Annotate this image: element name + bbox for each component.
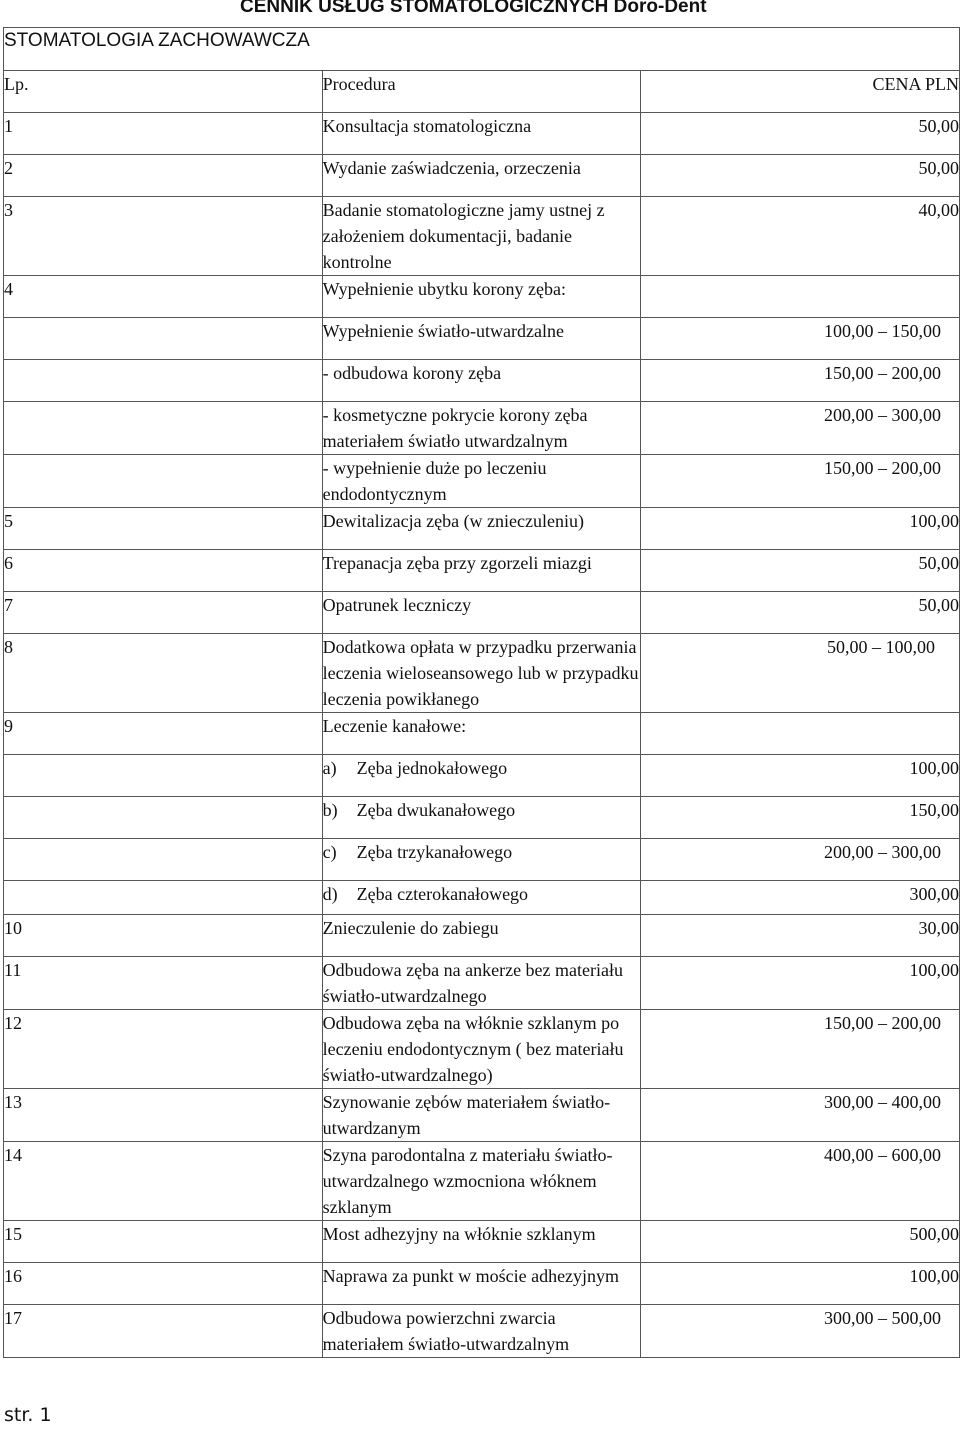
row-number: 2 <box>4 155 323 197</box>
table-subrow <box>4 455 960 508</box>
row-price: 300,00 – 500,00 <box>641 1305 960 1358</box>
row-price: 150,00 – 200,00 <box>641 1010 960 1089</box>
row-procedure: Naprawa za punkt w moście adhezyjnym <box>322 1263 641 1305</box>
table-row <box>4 197 960 276</box>
table-header-row <box>4 71 960 113</box>
header-price: CENA PLN <box>641 71 960 113</box>
row-number: 11 <box>4 957 323 1010</box>
row-price: 150,00 – 200,00 <box>641 455 960 508</box>
table-row <box>4 1221 960 1263</box>
row-price <box>641 713 960 755</box>
row-price: 150,00 – 200,00 <box>641 360 960 402</box>
table-subrow <box>4 318 960 360</box>
row-price: 400,00 – 600,00 <box>641 1142 960 1221</box>
table-subrow <box>4 797 960 839</box>
row-procedure: Szyna parodontalna z materiału światło-utwardzalnego wzmocniona włóknem szklanym <box>322 1142 641 1221</box>
row-price: 50,00 <box>641 592 960 634</box>
row-letter: d) <box>322 884 338 904</box>
row-procedure: Opatrunek leczniczy <box>322 592 641 634</box>
row-procedure: Most adhezyjny na włóknie szklanym <box>322 1221 641 1263</box>
row-procedure: Wypełnienie ubytku korony zęba: <box>322 276 641 318</box>
row-procedure: Konsultacja stomatologiczna <box>322 113 641 155</box>
row-procedure: Szynowanie zębów materiałem światło-utwardzanym <box>322 1089 641 1142</box>
table-row <box>4 957 960 1010</box>
row-procedure: Dodatkowa opłata w przypadku przerwania leczenia wieloseansowego lub w przypadku leczenia powikłanego <box>322 634 641 713</box>
table-subrow <box>4 755 960 797</box>
table-subrow <box>4 402 960 455</box>
row-number: 7 <box>4 592 323 634</box>
row-number: 8 <box>4 634 323 713</box>
row-price: 40,00 <box>641 197 960 276</box>
row-letter: c) <box>322 842 337 862</box>
row-price <box>641 276 960 318</box>
row-number: 10 <box>4 915 323 957</box>
row-price: 300,00 – 400,00 <box>641 1089 960 1142</box>
table-row <box>4 1089 960 1142</box>
row-procedure <box>322 755 641 797</box>
section-row <box>4 28 960 71</box>
price-list-table <box>3 27 960 1358</box>
table-row <box>4 713 960 755</box>
row-procedure: Wydanie zaświadczenia, orzeczenia <box>322 155 641 197</box>
row-procedure: Trepanacja zęba przy zgorzeli miazgi <box>322 550 641 592</box>
row-number: 9 <box>4 713 323 755</box>
row-number: 1 <box>4 113 323 155</box>
row-procedure: Odbudowa powierzchni zwarcia materiałem światło-utwardzalnym <box>322 1305 641 1358</box>
section-title: STOMATOLOGIA ZACHOWAWCZA <box>4 28 960 71</box>
document-title: CENNIK USŁUG STOMATOLOGICZNYCH Doro-Dent <box>240 0 707 17</box>
row-procedure: Znieczulenie do zabiegu <box>322 915 641 957</box>
row-procedure-text: Zęba czterokanałowego <box>356 884 529 904</box>
row-number: 6 <box>4 550 323 592</box>
row-procedure <box>322 839 641 881</box>
row-price: 50,00 <box>641 113 960 155</box>
row-number: 4 <box>4 276 323 318</box>
table-row <box>4 1142 960 1221</box>
row-procedure <box>322 881 641 915</box>
table-subrow <box>4 360 960 402</box>
row-price: 200,00 – 300,00 <box>641 402 960 455</box>
row-number: 17 <box>4 1305 323 1358</box>
row-procedure: - kosmetyczne pokrycie korony zęba materiałem światło utwardzalnym <box>322 402 641 455</box>
row-number: 16 <box>4 1263 323 1305</box>
table-row <box>4 915 960 957</box>
table-row <box>4 155 960 197</box>
row-price: 100,00 <box>641 508 960 550</box>
row-procedure: Wypełnienie światło-utwardzalne <box>322 318 641 360</box>
table-row <box>4 634 960 713</box>
row-price: 300,00 <box>641 881 960 915</box>
row-procedure: Leczenie kanałowe: <box>322 713 641 755</box>
row-procedure-text: Zęba dwukanałowego <box>356 800 516 820</box>
row-number: 14 <box>4 1142 323 1221</box>
row-procedure: Badanie stomatologiczne jamy ustnej z założeniem dokumentacji, badanie kontrolne <box>322 197 641 276</box>
table-row <box>4 276 960 318</box>
row-price: 100,00 <box>641 1263 960 1305</box>
row-procedure: Odbudowa zęba na ankerze bez materiału światło-utwardzalnego <box>322 957 641 1010</box>
header-lp: Lp. <box>4 71 323 113</box>
row-price: 50,00 – 100,00 <box>641 634 960 713</box>
row-procedure: Dewitalizacja zęba (w znieczuleniu) <box>322 508 641 550</box>
table-subrow <box>4 881 960 915</box>
row-procedure: - odbudowa korony zęba <box>322 360 641 402</box>
table-row <box>4 1305 960 1358</box>
row-number: 13 <box>4 1089 323 1142</box>
row-price: 50,00 <box>641 155 960 197</box>
row-price: 30,00 <box>641 915 960 957</box>
table-row <box>4 1263 960 1305</box>
row-letter: b) <box>322 800 338 820</box>
row-price: 50,00 <box>641 550 960 592</box>
row-procedure: Odbudowa zęba na włóknie szklanym po leczeniu endodontycznym ( bez materiału światło-utwardzalnego) <box>322 1010 641 1089</box>
table-row <box>4 592 960 634</box>
row-procedure <box>322 797 641 839</box>
row-number: 3 <box>4 197 323 276</box>
row-price: 200,00 – 300,00 <box>641 839 960 881</box>
table-row <box>4 113 960 155</box>
table-row <box>4 508 960 550</box>
page-number: str. 1 <box>4 1404 52 1426</box>
row-price: 150,00 <box>641 797 960 839</box>
row-price: 500,00 <box>641 1221 960 1263</box>
row-number: 15 <box>4 1221 323 1263</box>
row-procedure-text: Zęba jednokałowego <box>356 758 508 778</box>
header-procedure: Procedura <box>322 71 641 113</box>
row-number: 12 <box>4 1010 323 1089</box>
row-price: 100,00 <box>641 957 960 1010</box>
table-row <box>4 550 960 592</box>
table-subrow <box>4 839 960 881</box>
row-number: 5 <box>4 508 323 550</box>
row-price: 100,00 <box>641 755 960 797</box>
row-letter: a) <box>322 758 337 778</box>
row-price: 100,00 – 150,00 <box>641 318 960 360</box>
table-row <box>4 1010 960 1089</box>
row-procedure: - wypełnienie duże po leczeniu endodontycznym <box>322 455 641 508</box>
row-procedure-text: Zęba trzykanałowego <box>356 842 513 862</box>
